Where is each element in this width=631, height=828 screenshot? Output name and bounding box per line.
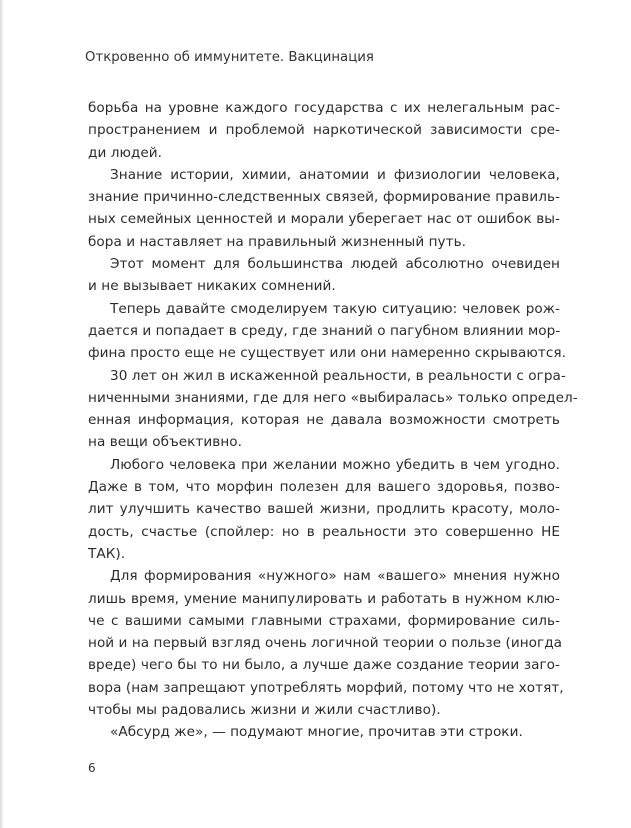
text-line: Для формирования «нужного» нам «вашего» мнения нужно [110,568,560,585]
text-line: бора и наставляет на правильный жизненный путь. [88,233,467,250]
text-line: лит улучшить качество вашей жизни, продлить красоту, моло- [88,501,560,518]
text-line: борьба на уровне каждого государства с их нелегальным рас- [88,100,560,116]
text-line: и не вызывает никаких сомнений. [88,278,336,295]
text-line: чтобы мы радовались жизни и жили счастливо). [88,702,441,719]
text-line: «Абсурд же», — подумают многие, прочитав эти строки. [110,724,523,741]
text-line: вреде) чего бы то ни было, а лучше даже создание теории заго- [88,657,560,674]
text-line: дается и попадает в среду, где знаний о пагубном влиянии мор- [88,322,561,339]
text-line: фина просто еще не существует или они намеренно скрываются. [88,345,566,362]
text-line: ТАК). [88,545,126,562]
text-line: знание причинно-следственных связей, формирование правиль- [88,189,560,206]
text-line: Любого человека при желании можно убедить в чем угодно. [110,456,560,473]
text-line: 30 лет он жил в искаженной реальности, в реальности с огра- [110,367,566,384]
running-header: Откровенно об иммунитете. Вакцинация [85,50,374,65]
body-text [88,97,578,744]
text-line: енная информация, которая не давала возможности смотреть [88,412,560,429]
text-line: Этот момент для большинства людей абсолютно очевиден [110,256,560,273]
text-line: на вещи объективно. [88,434,242,451]
text-line: Теперь давайте смоделируем такую ситуацию: человек рож- [110,300,560,317]
text-line: вора (нам запрещают употреблять морфий, потому что не хотят, [88,679,564,696]
text-line: Знание истории, химии, анатомии и физиологии человека, [110,166,560,183]
text-line: пространением и проблемой наркотической зависимости сре- [88,122,560,139]
text-line: ной и на первый взгляд очень логичной теории о пользе (иногда [88,635,563,652]
text-line: че с вашими самыми главными страхами, формирование силь- [88,612,560,629]
text-line: ных семейных ценностей и морали уберегает нас от ошибок вы- [88,211,560,228]
text-line: Даже в том, что морфин полезен для вашего здоровья, позво- [88,479,560,496]
text-line: ниченными знаниями, где для него «выбиралась» только определ- [88,389,578,406]
text-line: лишь время, умение манипулировать и работать в нужном клю- [88,590,560,607]
text-line: ди людей. [88,144,163,161]
page-number: 6 [88,761,96,775]
text-line: дость, счастье (спойлер: но в реальности это совершенно НЕ [88,523,560,540]
page-edge-shadow [0,0,4,828]
